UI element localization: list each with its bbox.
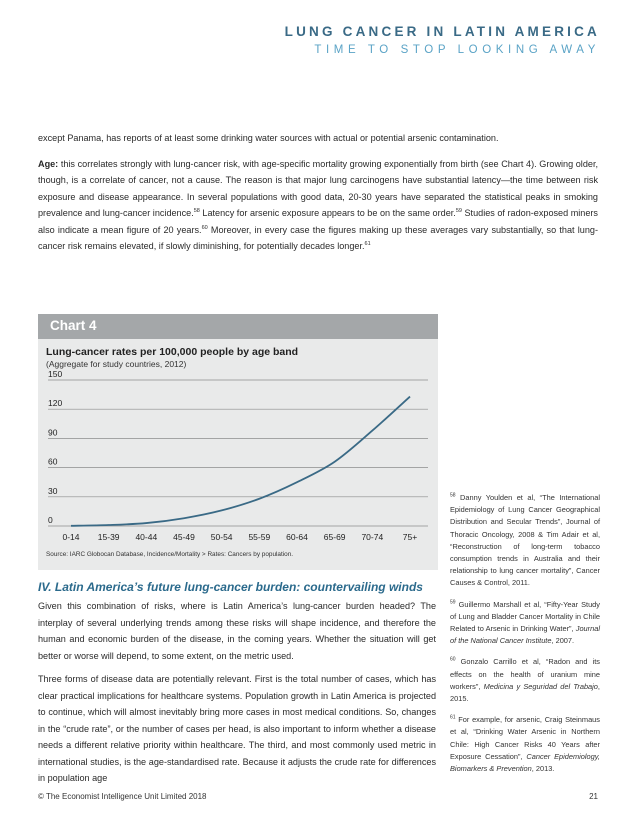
footnote-61-journal: Cancer Epidemiology, Biomarkers & Prevention xyxy=(450,751,600,774)
footnote-58-number: 58 xyxy=(450,492,456,499)
ref-58: 58 xyxy=(193,207,200,214)
section-paragraph-2: Three forms of disease data are potentially relevant. First is the total number of cases, which has clear practical implications for healthcare systems. Population growth in Latin America is projected to continue, which will almost inevitably bring more cases in most medical conditions. So, changes in the “crude rate”, or the number of cases per head, is also important to inform whether a disease needs a different relative priority within healthcare. The third, and most commonly used metric in international studies, is the age-standardised rate. Because it adjusts the crude rate for differences in population age xyxy=(38,674,436,783)
copyright: © The Economist Intelligence Unit Limited 2018 xyxy=(38,792,207,801)
paragraph-age xyxy=(38,156,598,255)
report-subtitle: TIME TO STOP LOOKING AWAY xyxy=(314,44,600,56)
age-text-a: this correlates strongly with lung-cancer risk, with age-specific mortality growing exponentially from birth (see Chart 4). Growing older, though, is a correlate of cancer, not a cause. The reason is that major lung carcinogens have substantial latency—the time between risk exposure and disease appearance. In several populations with good data, 20-30 years have separated the statistical peaks in smoking prevalence and lung-cancer incidence. xyxy=(38,158,598,218)
ref-61: 61 xyxy=(364,240,371,247)
paragraph-arsenic: except Panama, has reports of at least some drinking water sources with actual or potential arsenic contamination. xyxy=(38,133,499,143)
footnote-61 xyxy=(450,714,600,775)
y-tick-label: 0 xyxy=(48,515,53,525)
report-title: LUNG CANCER IN LATIN AMERICA xyxy=(284,24,600,39)
chart-source: Source: IARC Globocan Database, Incidence/Mortality > Rates: Cancers by population. xyxy=(46,551,294,558)
x-tick-label: 75+ xyxy=(402,532,418,542)
body-paragraphs xyxy=(38,130,598,255)
chart-tab xyxy=(38,314,438,339)
chart-4 xyxy=(38,314,438,570)
series-line xyxy=(71,397,410,526)
chart-subtitle: (Aggregate for study countries, 2012) xyxy=(46,359,187,369)
y-tick-label: 60 xyxy=(48,456,58,467)
y-tick-label: 120 xyxy=(48,398,63,409)
page-number: 21 xyxy=(589,792,598,801)
footnote-60-year: , 2015. xyxy=(450,681,600,704)
x-tick-label: 65-69 xyxy=(323,532,346,542)
footnotes xyxy=(450,492,600,784)
x-tick-label: 0-14 xyxy=(62,532,80,542)
y-tick-label: 150 xyxy=(48,369,63,379)
section-heading: IV. Latin America’s future lung-cancer burden: countervailing winds xyxy=(38,580,423,594)
footnote-59 xyxy=(450,599,600,648)
ref-60: 60 xyxy=(201,224,208,231)
chart-title: Lung-cancer rates per 100,000 people by age band xyxy=(46,346,299,358)
footnote-60-journal: Medicina y Seguridad del Trabajo xyxy=(483,681,598,691)
x-tick-label: 60-64 xyxy=(286,532,308,542)
footnote-59-number: 59 xyxy=(450,599,456,606)
age-text-d: Moreover, in every case the figures making up these averages vary substantially, so that lung-cancer risk remains elevated, if slowly diminishing, for potentially decades longer. xyxy=(38,224,598,251)
footnote-59-text: Guillermo Marshall et al, “Fifty-Year Study of Lung and Bladder Cancer Mortality in Chile Related to Arsenic in Drinking Water”, xyxy=(450,599,600,634)
y-tick-label: 30 xyxy=(48,485,58,496)
section-body xyxy=(38,598,436,787)
footnote-58-text: Danny Youlden et al, “The International Epidemiology of Lung Cancer Geographical Distribution and Secular Trends”, Journal of Thoracic Oncology, 2008 & Tim Adair et al, “Reconstruction of long-term tobacco consumption trends in Australia and their relationship to lung cancer mortality”, Cancer Causes & Control, 2011. xyxy=(450,493,600,588)
x-tick-label: 70-74 xyxy=(361,532,384,542)
y-tick-label: 90 xyxy=(48,427,58,438)
chart-tab-label: Chart 4 xyxy=(50,318,97,333)
ref-59: 59 xyxy=(455,207,462,214)
age-label: Age: xyxy=(38,158,59,169)
x-tick-label: 40-44 xyxy=(135,532,158,542)
footnote-60-number: 60 xyxy=(450,656,456,663)
footnote-61-text: For example, for arsenic, Craig Steinmaus et al, “Drinking Water Arsenic in Northern Chile: High Cancer Risks 40 Years after Exposure Cessation”, xyxy=(450,715,600,761)
footnote-59-journal: Journal of the National Cancer Institute xyxy=(450,624,600,646)
section-paragraph-1: Given this combination of risks, where is Latin America’s lung-cancer burden headed? The interplay of several underlying trends among these risks will shape incidence, and therefore the human and economic burden of the disease, in the coming years. Whether the situation will get better or worse will depend, to some extent, on the metric used. xyxy=(38,601,436,661)
footnote-59-year: , 2007. xyxy=(551,636,575,646)
x-tick-label: 45-49 xyxy=(173,532,195,542)
footnote-61-year: , 2013. xyxy=(531,764,555,774)
x-tick-label: 15-39 xyxy=(97,532,120,542)
footnote-60-text: Gonzalo Carrillo et al, “Radon and its effects on the health of uranium mine workers”, xyxy=(450,657,600,691)
age-text-c: Studies of radon-exposed miners also indicate a mean figure of 20 years. xyxy=(38,208,598,235)
x-tick-label: 55-59 xyxy=(248,532,271,542)
footnote-58 xyxy=(450,492,600,590)
footnote-60 xyxy=(450,656,600,705)
age-text-b: Latency for arsenic exposure appears to be on the same order. xyxy=(199,208,456,218)
footnote-61-number: 61 xyxy=(450,714,456,721)
x-tick-label: 50-54 xyxy=(210,532,233,542)
